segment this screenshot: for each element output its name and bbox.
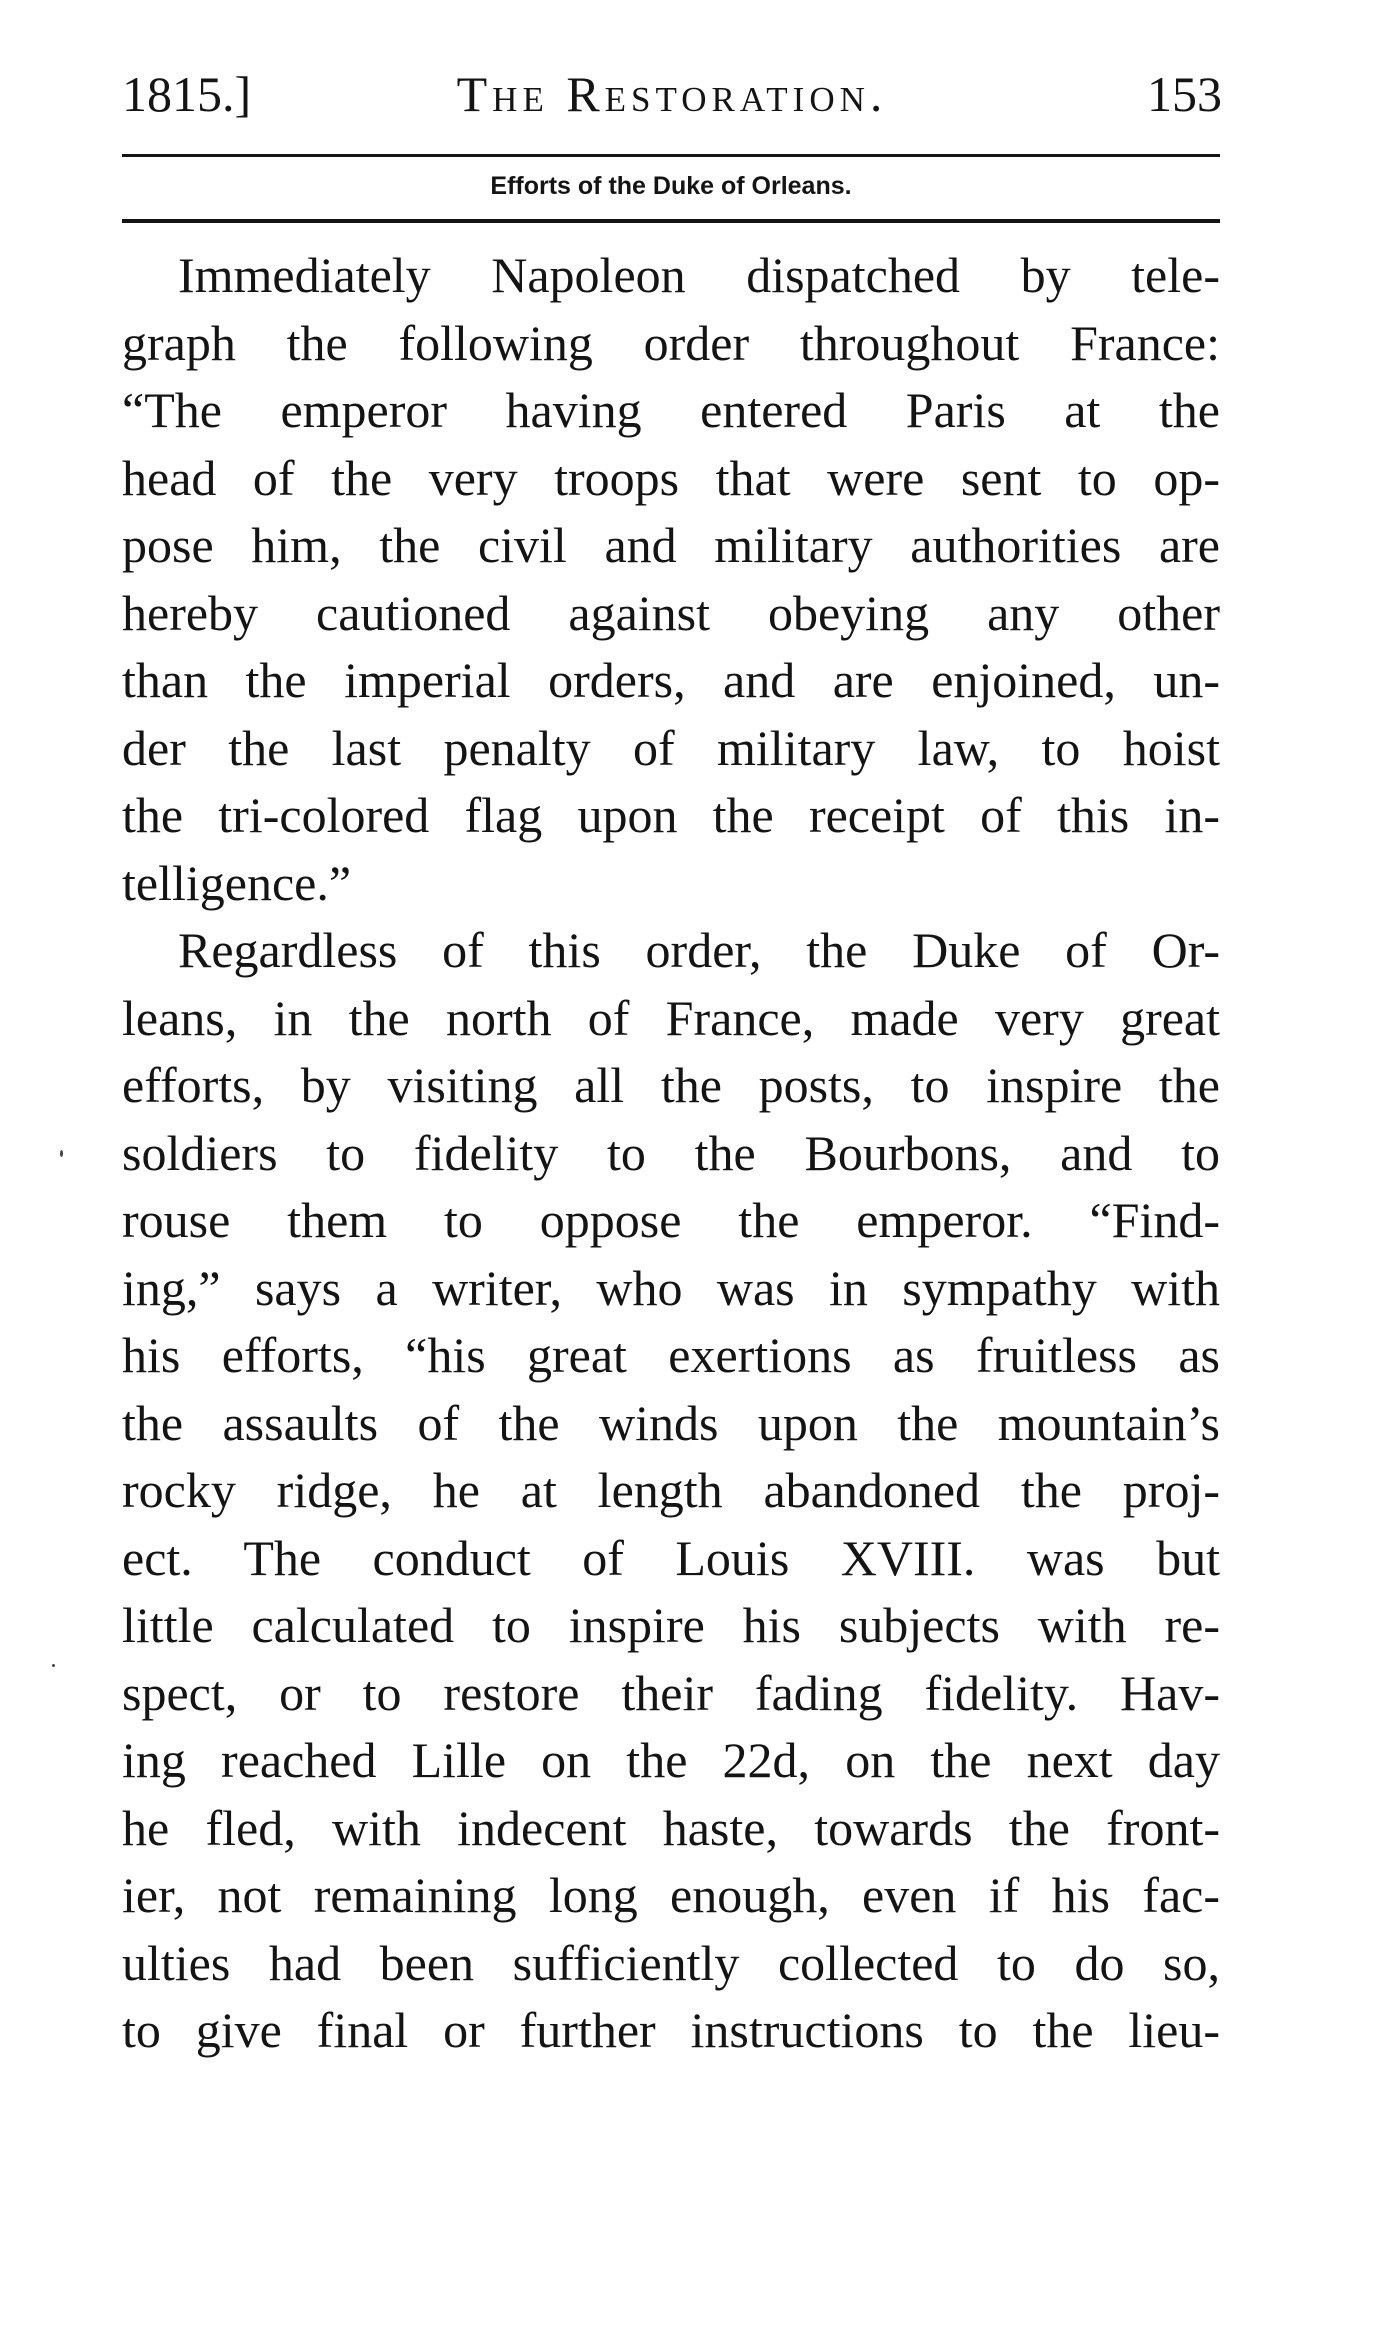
text-line: to give final or further instructions to the lieu- xyxy=(122,2002,1220,2058)
text-line: the tri-colored flag upon the receipt of this in- xyxy=(122,787,1220,843)
text-line: the assaults of the winds upon the mountain’s xyxy=(122,1394,1220,1451)
text-line: “The emperor having entered Paris at the xyxy=(122,382,1220,438)
body-text xyxy=(122,242,1220,2065)
text-line: spect, or to restore their fading fidelity. Hav- xyxy=(122,1664,1220,1721)
text-line: leans, in the north of France, made very great xyxy=(122,989,1220,1046)
text-line: Immediately Napoleon dispatched by tele- xyxy=(178,247,1220,303)
section-subheading: Efforts of the Duke of Orleans. xyxy=(490,172,852,200)
text-line: rocky ridge, he at length abandoned the proj- xyxy=(122,1462,1220,1518)
text-line: Regardless of this order, the Duke of Or- xyxy=(178,922,1220,978)
text-line: rouse them to oppose the emperor. “Find- xyxy=(122,1192,1220,1248)
text-line: his efforts, “his great exertions as fruitless as xyxy=(122,1327,1220,1383)
text-line: he fled, with indecent haste, towards the front- xyxy=(122,1799,1220,1856)
text-line: than the imperial orders, and are enjoined, un- xyxy=(122,652,1220,708)
text-line: graph the following order throughout France: xyxy=(122,314,1220,371)
scan-speck xyxy=(52,1664,55,1667)
text-line: ulties had been sufficiently collected to do so, xyxy=(122,1934,1220,1991)
text-line: little calculated to inspire his subjects with re- xyxy=(122,1597,1220,1653)
text-line: ing,” says a writer, who was in sympathy with xyxy=(122,1259,1220,1316)
text-line: soldiers to fidelity to the Bourbons, and to xyxy=(122,1124,1220,1181)
page-number: 153 xyxy=(1147,66,1222,122)
text-line: hereby cautioned against obeying any other xyxy=(122,584,1220,641)
running-head xyxy=(122,62,1222,126)
text-line: telligence.” xyxy=(122,854,352,911)
text-line: efforts, by visiting all the posts, to inspire the xyxy=(122,1057,1220,1113)
text-line: ier, not remaining long enough, even if his fac- xyxy=(122,1867,1220,1923)
header-rule-bottom xyxy=(122,219,1220,223)
running-head-title: The Restoration. xyxy=(456,66,888,122)
running-head-year: 1815.] xyxy=(122,66,252,122)
text-line: ect. The conduct of Louis XVIII. was but xyxy=(122,1529,1220,1586)
text-line: head of the very troops that were sent to op- xyxy=(122,449,1220,506)
text-line: pose him, the civil and military authorities are xyxy=(122,517,1220,573)
scan-speck xyxy=(60,1150,63,1157)
text-line: der the last penalty of military law, to hoist xyxy=(122,719,1220,776)
header-rule-top xyxy=(122,154,1220,157)
text-line: ing reached Lille on the 22d, on the next day xyxy=(122,1732,1220,1788)
